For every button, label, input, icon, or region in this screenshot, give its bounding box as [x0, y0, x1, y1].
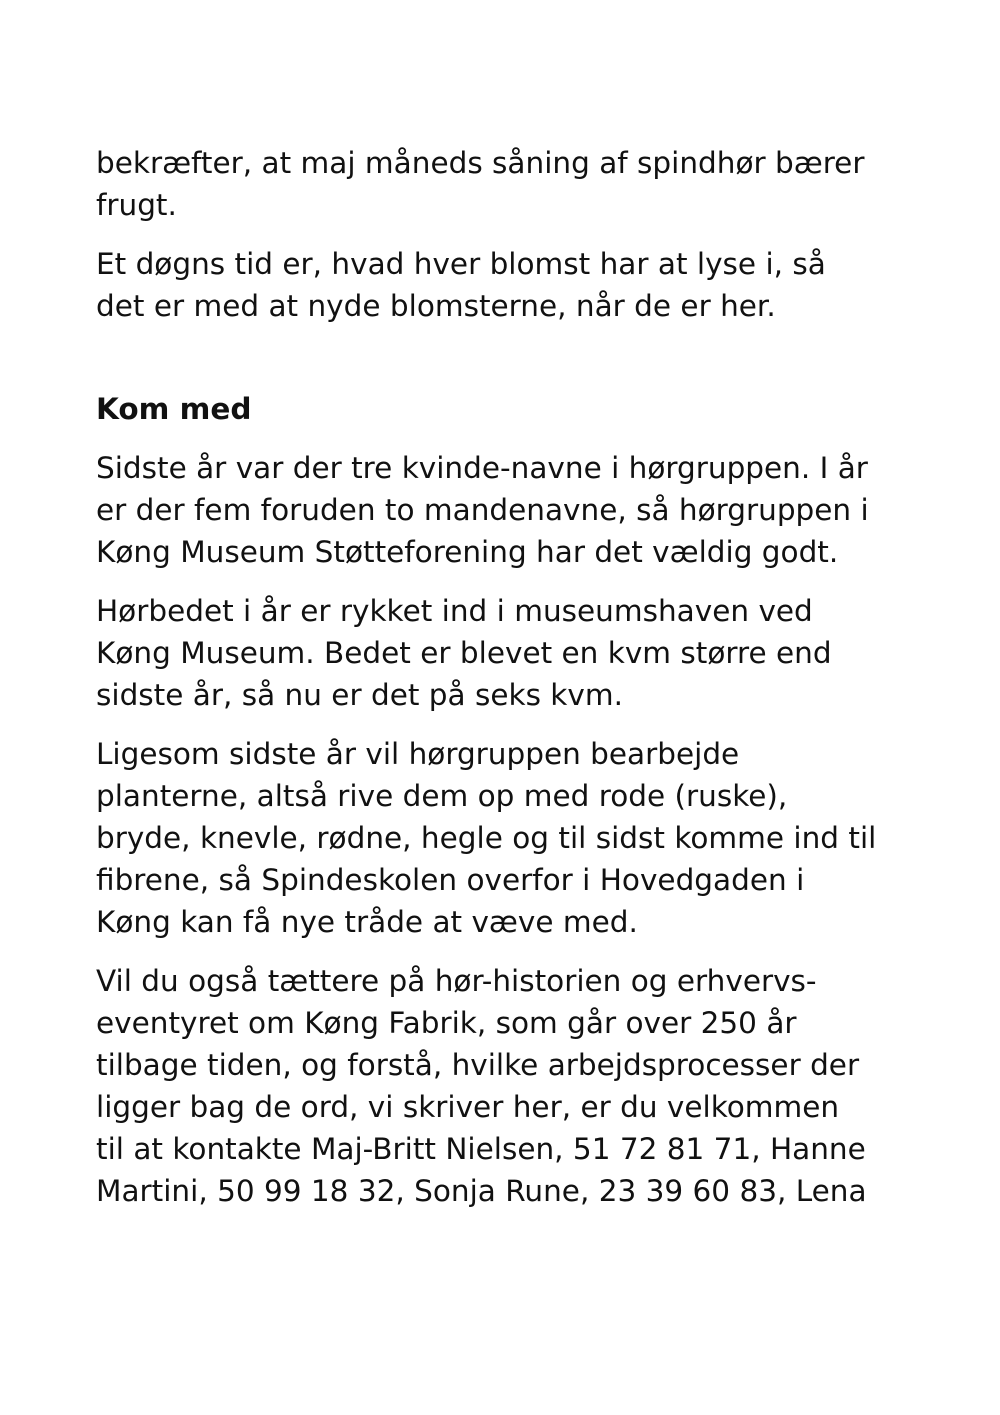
text-line: er der fem foruden to mandenavne, så hørgruppen i	[96, 493, 869, 527]
text-line: Vil du også tættere på hør-historien og erhvervs-	[96, 964, 817, 998]
text-line: bekræfter, at maj måneds såning af spindhør bærer	[96, 146, 865, 180]
paragraph-intro-2	[96, 243, 926, 327]
text-line: Ligesom sidste år vil hørgruppen bearbejde	[96, 737, 740, 771]
text-line: fibrene, så Spindeskolen overfor i Hovedgaden i	[96, 863, 805, 897]
text-line: sidste år, så nu er det på seks kvm.	[96, 678, 623, 712]
text-line: tilbage tiden, og forstå, hvilke arbejdsprocesser der	[96, 1048, 860, 1082]
paragraph-3	[96, 733, 926, 943]
text-line: til at kontakte Maj-Britt Nielsen, 51 72 81 71, Hanne	[96, 1132, 866, 1166]
text-line: Et døgns tid er, hvad hver blomst har at lyse i, så	[96, 247, 826, 281]
paragraph-intro-1	[96, 142, 926, 226]
section-heading: Kom med	[96, 392, 252, 426]
paragraph-2	[96, 590, 926, 716]
text-line: eventyret om Køng Fabrik, som går over 250 år	[96, 1006, 797, 1040]
text-line: bryde, knevle, rødne, hegle og til sidst komme ind til	[96, 821, 877, 855]
text-line: Hørbedet i år er rykket ind i museumshaven ved	[96, 594, 813, 628]
paragraph-1	[96, 447, 926, 573]
text-line: frugt.	[96, 188, 177, 222]
text-line: Køng kan få nye tråde at væve med.	[96, 905, 638, 939]
text-line: Køng Museum. Bedet er blevet en kvm større end	[96, 636, 832, 670]
paragraph-4	[96, 960, 926, 1212]
section-spacer	[96, 344, 926, 388]
text-line: ligger bag de ord, vi skriver her, er du velkommen	[96, 1090, 840, 1124]
text-line: det er med at nyde blomsterne, når de er her.	[96, 289, 776, 323]
text-line: Martini, 50 99 18 32, Sonja Rune, 23 39 60 83, Lena	[96, 1174, 867, 1208]
text-line: Køng Museum Støtteforening har det vældig godt.	[96, 535, 839, 569]
document-page	[96, 142, 926, 1229]
text-line: planterne, altså rive dem op med rode (ruske),	[96, 779, 788, 813]
text-line: Sidste år var der tre kvinde-navne i hørgruppen. I år	[96, 451, 868, 485]
